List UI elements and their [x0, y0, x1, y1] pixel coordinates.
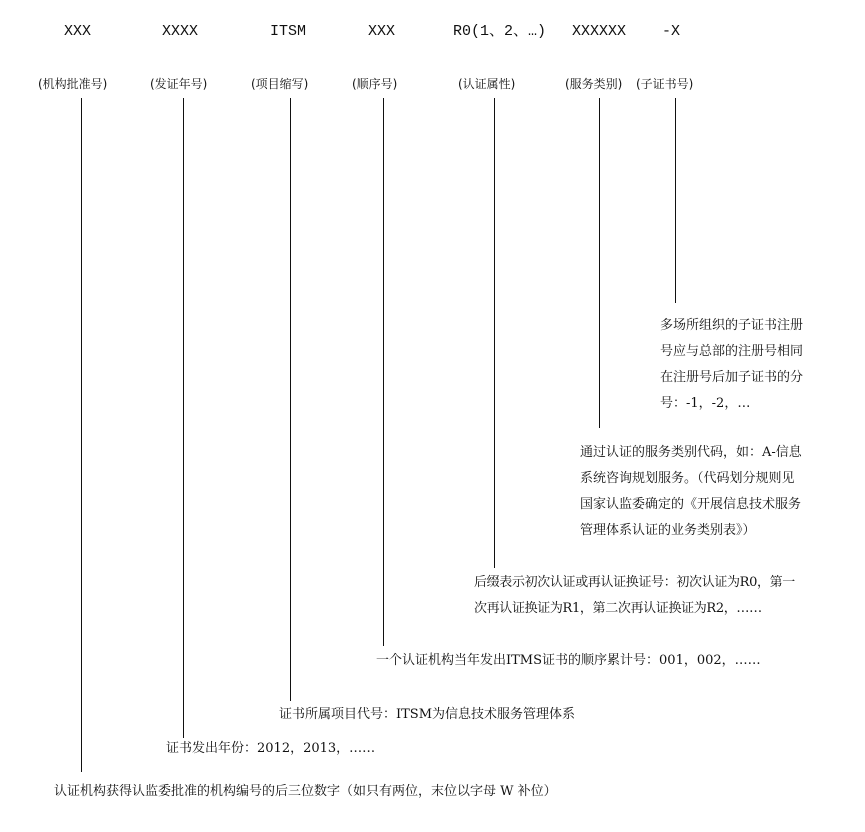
- description-year: 证书发出年份：2012，2013，……: [166, 741, 376, 756]
- description-service-line: 国家认监委确定的《开展信息技术服务: [580, 497, 802, 512]
- label-sub: (子证书号): [636, 77, 694, 91]
- leader-line-project: [290, 98, 291, 701]
- description-attribute-line: 次再认证换证为R1，第二次再认证换证为R2，……: [474, 601, 762, 616]
- label-project: (项目缩写): [251, 77, 309, 91]
- code-segment-org: XXX: [64, 23, 92, 40]
- description-sequence: 一个认证机构当年发出ITMS证书的顺序累计号：001，002，……: [376, 653, 761, 668]
- code-segment-attribute: R0(1、2、…): [453, 23, 547, 40]
- leader-line-attribute: [494, 98, 495, 568]
- description-service-line: 系统咨询规划服务。（代码划分规则见: [580, 471, 795, 486]
- code-segment-year: XXXX: [162, 23, 199, 40]
- description-service: [580, 440, 802, 544]
- code-segment-service: XXXXXX: [572, 23, 627, 40]
- description-service-line: 管理体系认证的业务类别表》）: [580, 523, 756, 538]
- label-org: (机构批准号): [38, 77, 108, 91]
- description-project: 证书所属项目代号：ITSM为信息技术服务管理体系: [279, 707, 576, 722]
- description-attribute: [474, 570, 795, 622]
- description-sub-line: 号：-1，-2，…: [660, 396, 751, 411]
- label-sequence: (顺序号): [352, 77, 398, 91]
- description-sub-line: 号应与总部的注册号相同: [660, 344, 804, 359]
- code-segment-sub: -X: [662, 23, 681, 40]
- leader-line-sequence: [383, 98, 384, 646]
- description-sub: [660, 313, 803, 417]
- code-segment-sequence: XXX: [368, 23, 396, 40]
- description-org: 认证机构获得认监委批准的机构编号的后三位数字（如只有两位，末位以字母 W 补位）: [54, 784, 557, 799]
- description-attribute-line: 后缀表示初次认证或再认证换证号：初次认证为R0，第一: [474, 575, 795, 590]
- label-attribute: (认证属性): [458, 77, 516, 91]
- description-service-line: 通过认证的服务类别代码，如：A-信息: [580, 445, 802, 460]
- label-service: (服务类别): [565, 77, 623, 91]
- label-year: (发证年号): [150, 77, 208, 91]
- leader-line-service: [599, 98, 600, 428]
- leader-line-year: [183, 98, 184, 738]
- code-segment-project: ITSM: [270, 23, 307, 40]
- description-sub-line: 多场所组织的子证书注册: [660, 318, 804, 333]
- description-sub-line: 在注册号后加子证书的分: [660, 370, 804, 385]
- leader-line-org: [81, 98, 82, 772]
- leader-line-sub: [675, 98, 676, 303]
